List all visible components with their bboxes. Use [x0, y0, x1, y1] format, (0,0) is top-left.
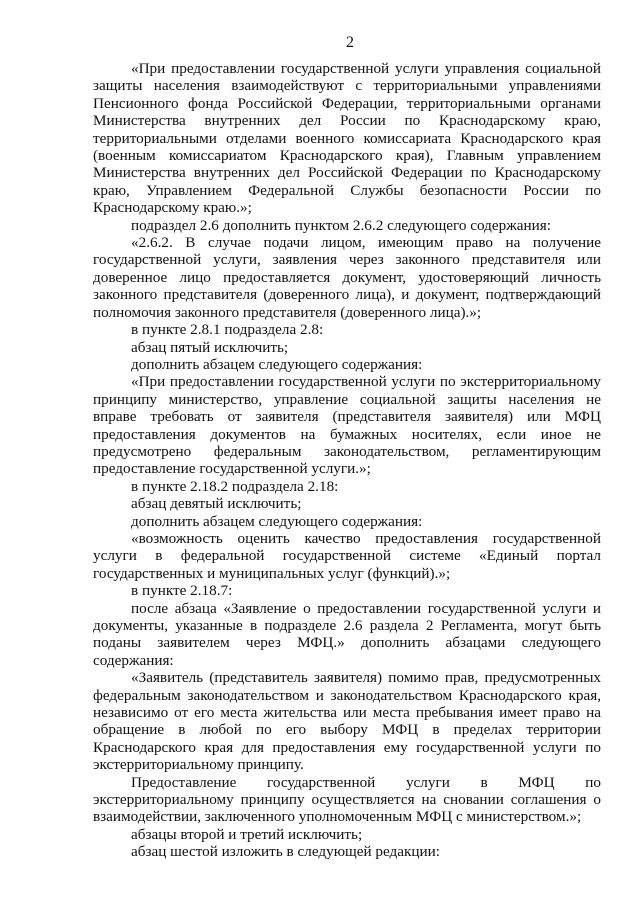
paragraph-second-third-exclude: абзацы второй и третий исключить;	[131, 825, 363, 843]
paragraph-quality-assessment: «возможность оценить качество предоставления государственной услуги в федеральной государственной системе «Единый портал государственных и муниципальных услуг (функций).»;	[93, 529, 601, 582]
paragraph-interaction-agencies: «При предоставлении государственной услуги управления социальной защиты населения взаимодействуют с территориальными управлениями Пенсионного фонда Российской Федерации, территориальными органами Министерства внутренних дел России по Краснодарскому краю, территориальными отделами военного комиссариата Краснодарского края (военным комиссариатом Краснодарского края), Главным управлением Министерства внутренних дел Российской Федерации по Краснодарскому краю, Управлением Федеральной Службы безопасности России по Краснодарскому краю.»;	[93, 60, 601, 217]
document-body	[93, 60, 601, 861]
paragraph-after-clause: после абзаца «Заявление о предоставлении государственной услуги и документы, указанные в подразделе 2.6 раздела 2 Регламента, могут быть поданы заявителем через МФЦ.» дополнить абзацами следующего содержания:	[93, 599, 601, 669]
paragraph-2-6-2: «2.6.2. В случае подачи лицом, имеющим право на получение государственной услуги, заявления через законного представителя или доверенное лицо предоставляется документ, удостоверяющий личность законного представителя (доверенного лица), и документ, подтверждающий полномочия законного представителя (доверенного лица).»;	[93, 234, 601, 321]
page-number: 2	[346, 34, 354, 51]
paragraph-subsection-2-6: подраздел 2.6 дополнить пунктом 2.6.2 следующего содержания:	[131, 216, 551, 234]
paragraph-fifth-exclude: абзац пятый исключить;	[131, 338, 289, 356]
paragraph-ninth-exclude: абзац девятый исключить;	[131, 495, 302, 513]
paragraph-item-2-18-7: в пункте 2.18.7:	[131, 582, 233, 600]
paragraph-item-2-8-1: в пункте 2.8.1 подраздела 2.8:	[131, 321, 324, 339]
paragraph-extraterritorial: «При предоставлении государственной услуги по экстерриториальному принципу министерство, управление социальной защиты населения не вправе требовать от заявителя (представителя заявителя) или МФЦ предоставления документов на бумажных носителях, если иное не предусмотрено федеральным законодательством, регламентирующим предоставление государственной услуги.»;	[93, 373, 601, 478]
paragraph-mfc-agreement: Предоставление государственной услуги в МФЦ по экстерриториальному принципу осуществляется на сновании соглашения о взаимодействии, заключенного уполномоченным МФЦ с министерством.»;	[93, 773, 601, 826]
paragraph-add-clause-1: дополнить абзацем следующего содержания:	[131, 355, 423, 373]
paragraph-item-2-18-2: в пункте 2.18.2 подраздела 2.18:	[131, 477, 339, 495]
paragraph-sixth-restate: абзац шестой изложить в следующей редакции:	[131, 843, 440, 861]
paragraph-add-clause-2: дополнить абзацем следующего содержания:	[131, 512, 423, 530]
paragraph-applicant-rights: «Заявитель (представитель заявителя) помимо прав, предусмотренных федеральным законодательством и законодательством Краснодарского края, независимо от его места жительства или места пребывания имеет право на обращение в любой по его выбору МФЦ в пределах территории Краснодарского края для предоставления ему государственной услуги по экстерриториальному принципу.	[93, 669, 601, 774]
